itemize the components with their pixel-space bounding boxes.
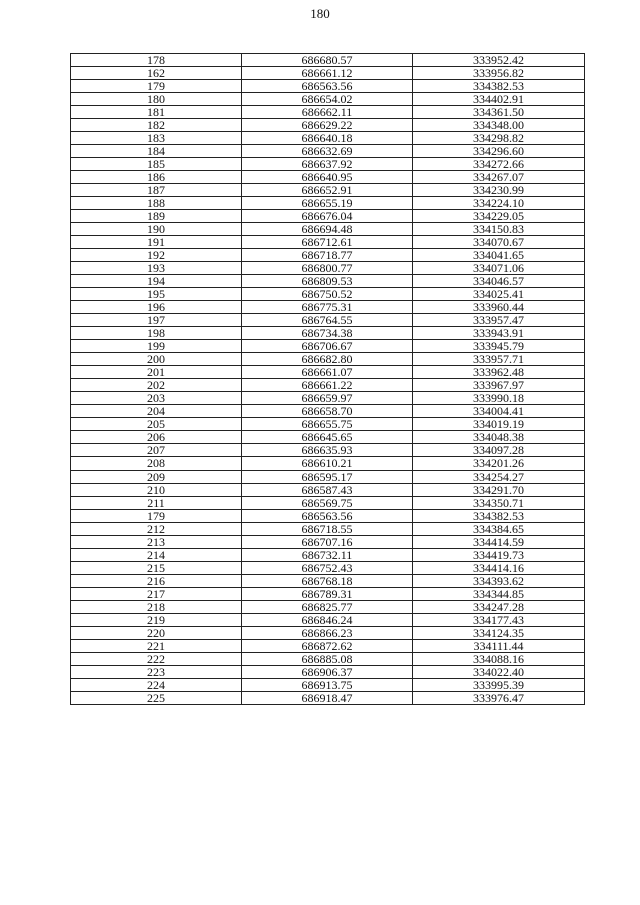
- point-number-cell: 180: [71, 93, 242, 106]
- y-coordinate-cell: 334097.28: [413, 444, 585, 457]
- table-row: [71, 197, 585, 210]
- table-row: [71, 236, 585, 249]
- y-coordinate-cell: 333990.18: [413, 392, 585, 405]
- y-coordinate-cell: 334382.53: [413, 80, 585, 93]
- y-coordinate-cell: 334004.41: [413, 405, 585, 418]
- y-coordinate-cell: 334022.40: [413, 665, 585, 678]
- point-number-cell: 203: [71, 392, 242, 405]
- table-row: [71, 652, 585, 665]
- x-coordinate-cell: 686913.75: [242, 678, 413, 691]
- point-number-cell: 195: [71, 288, 242, 301]
- table-row: [71, 626, 585, 639]
- table-row: [71, 665, 585, 678]
- x-coordinate-cell: 686587.43: [242, 483, 413, 496]
- x-coordinate-cell: 686750.52: [242, 288, 413, 301]
- point-number-cell: 220: [71, 626, 242, 639]
- table-row: [71, 548, 585, 561]
- x-coordinate-cell: 686718.77: [242, 249, 413, 262]
- table-row: [71, 262, 585, 275]
- y-coordinate-cell: 334414.16: [413, 561, 585, 574]
- y-coordinate-cell: 334298.82: [413, 132, 585, 145]
- table-row: [71, 184, 585, 197]
- table-row: [71, 418, 585, 431]
- x-coordinate-cell: 686734.38: [242, 327, 413, 340]
- x-coordinate-cell: 686595.17: [242, 470, 413, 483]
- x-coordinate-cell: 686658.70: [242, 405, 413, 418]
- table-row: [71, 639, 585, 652]
- y-coordinate-cell: 333957.71: [413, 353, 585, 366]
- point-number-cell: 198: [71, 327, 242, 340]
- y-coordinate-cell: 333957.47: [413, 314, 585, 327]
- y-coordinate-cell: 334393.62: [413, 574, 585, 587]
- x-coordinate-cell: 686662.11: [242, 106, 413, 119]
- point-number-cell: 183: [71, 132, 242, 145]
- x-coordinate-cell: 686682.80: [242, 353, 413, 366]
- x-coordinate-cell: 686694.48: [242, 223, 413, 236]
- y-coordinate-cell: 334348.00: [413, 119, 585, 132]
- table-row: [71, 54, 585, 67]
- table-row: [71, 587, 585, 600]
- point-number-cell: 190: [71, 223, 242, 236]
- x-coordinate-cell: 686645.65: [242, 431, 413, 444]
- point-number-cell: 218: [71, 600, 242, 613]
- point-number-cell: 199: [71, 340, 242, 353]
- y-coordinate-cell: 333945.79: [413, 340, 585, 353]
- point-number-cell: 193: [71, 262, 242, 275]
- x-coordinate-cell: 686661.12: [242, 67, 413, 80]
- y-coordinate-cell: 333976.47: [413, 691, 585, 704]
- x-coordinate-cell: 686569.75: [242, 496, 413, 509]
- y-coordinate-cell: 333943.91: [413, 327, 585, 340]
- x-coordinate-cell: 686661.07: [242, 366, 413, 379]
- x-coordinate-cell: 686732.11: [242, 548, 413, 561]
- x-coordinate-cell: 686635.93: [242, 444, 413, 457]
- y-coordinate-cell: 333967.97: [413, 379, 585, 392]
- table-row: [71, 80, 585, 93]
- y-coordinate-cell: 334088.16: [413, 652, 585, 665]
- table-row: [71, 457, 585, 470]
- y-coordinate-cell: 334224.10: [413, 197, 585, 210]
- y-coordinate-cell: 334402.91: [413, 93, 585, 106]
- x-coordinate-cell: 686610.21: [242, 457, 413, 470]
- table-row: [71, 691, 585, 704]
- x-coordinate-cell: 686906.37: [242, 665, 413, 678]
- x-coordinate-cell: 686652.91: [242, 184, 413, 197]
- table-row: [71, 444, 585, 457]
- y-coordinate-cell: 334344.85: [413, 587, 585, 600]
- y-coordinate-cell: 334361.50: [413, 106, 585, 119]
- table-row: [71, 379, 585, 392]
- point-number-cell: 162: [71, 67, 242, 80]
- table-row: [71, 613, 585, 626]
- x-coordinate-cell: 686640.18: [242, 132, 413, 145]
- point-number-cell: 189: [71, 210, 242, 223]
- point-number-cell: 224: [71, 678, 242, 691]
- table-row: [71, 301, 585, 314]
- y-coordinate-cell: 334419.73: [413, 548, 585, 561]
- x-coordinate-cell: 686764.55: [242, 314, 413, 327]
- x-coordinate-cell: 686676.04: [242, 210, 413, 223]
- y-coordinate-cell: 334350.71: [413, 496, 585, 509]
- y-coordinate-cell: 334291.70: [413, 483, 585, 496]
- y-coordinate-cell: 334025.41: [413, 288, 585, 301]
- point-number-cell: 206: [71, 431, 242, 444]
- point-number-cell: 192: [71, 249, 242, 262]
- point-number-cell: 196: [71, 301, 242, 314]
- point-number-cell: 212: [71, 522, 242, 535]
- y-coordinate-cell: 334048.38: [413, 431, 585, 444]
- x-coordinate-cell: 686718.55: [242, 522, 413, 535]
- table-row: [71, 678, 585, 691]
- x-coordinate-cell: 686707.16: [242, 535, 413, 548]
- x-coordinate-cell: 686640.95: [242, 171, 413, 184]
- y-coordinate-cell: 334046.57: [413, 275, 585, 288]
- point-number-cell: 211: [71, 496, 242, 509]
- point-number-cell: 209: [71, 470, 242, 483]
- table-row: [71, 119, 585, 132]
- x-coordinate-cell: 686846.24: [242, 613, 413, 626]
- table-row: [71, 210, 585, 223]
- table-row: [71, 392, 585, 405]
- x-coordinate-cell: 686800.77: [242, 262, 413, 275]
- x-coordinate-cell: 686775.31: [242, 301, 413, 314]
- x-coordinate-cell: 686661.22: [242, 379, 413, 392]
- point-number-cell: 208: [71, 457, 242, 470]
- table-row: [71, 340, 585, 353]
- y-coordinate-cell: 334019.19: [413, 418, 585, 431]
- x-coordinate-cell: 686706.67: [242, 340, 413, 353]
- y-coordinate-cell: 334254.27: [413, 470, 585, 483]
- x-coordinate-cell: 686918.47: [242, 691, 413, 704]
- y-coordinate-cell: 334230.99: [413, 184, 585, 197]
- point-number-cell: 221: [71, 639, 242, 652]
- point-number-cell: 223: [71, 665, 242, 678]
- point-number-cell: 216: [71, 574, 242, 587]
- point-number-cell: 191: [71, 236, 242, 249]
- table-row: [71, 145, 585, 158]
- x-coordinate-cell: 686712.61: [242, 236, 413, 249]
- y-coordinate-cell: 334414.59: [413, 535, 585, 548]
- table-row: [71, 574, 585, 587]
- point-number-cell: 185: [71, 158, 242, 171]
- point-number-cell: 197: [71, 314, 242, 327]
- table-row: [71, 353, 585, 366]
- x-coordinate-cell: 686680.57: [242, 54, 413, 67]
- x-coordinate-cell: 686563.56: [242, 509, 413, 522]
- table-row: [71, 509, 585, 522]
- x-coordinate-cell: 686637.92: [242, 158, 413, 171]
- x-coordinate-cell: 686872.62: [242, 639, 413, 652]
- point-number-cell: 204: [71, 405, 242, 418]
- table-row: [71, 223, 585, 236]
- x-coordinate-cell: 686768.18: [242, 574, 413, 587]
- y-coordinate-cell: 333960.44: [413, 301, 585, 314]
- point-number-cell: 215: [71, 561, 242, 574]
- y-coordinate-cell: 334150.83: [413, 223, 585, 236]
- y-coordinate-cell: 334384.65: [413, 522, 585, 535]
- point-number-cell: 219: [71, 613, 242, 626]
- point-number-cell: 201: [71, 366, 242, 379]
- y-coordinate-cell: 334272.66: [413, 158, 585, 171]
- table-row: [71, 327, 585, 340]
- x-coordinate-cell: 686632.69: [242, 145, 413, 158]
- table-row: [71, 366, 585, 379]
- x-coordinate-cell: 686809.53: [242, 275, 413, 288]
- table-row: [71, 431, 585, 444]
- point-number-cell: 188: [71, 197, 242, 210]
- point-number-cell: 205: [71, 418, 242, 431]
- point-number-cell: 217: [71, 587, 242, 600]
- y-coordinate-cell: 334177.43: [413, 613, 585, 626]
- point-number-cell: 225: [71, 691, 242, 704]
- x-coordinate-cell: 686655.19: [242, 197, 413, 210]
- table-row: [71, 496, 585, 509]
- point-number-cell: 186: [71, 171, 242, 184]
- table-row: [71, 158, 585, 171]
- y-coordinate-cell: 334111.44: [413, 639, 585, 652]
- point-number-cell: 184: [71, 145, 242, 158]
- point-number-cell: 182: [71, 119, 242, 132]
- point-number-cell: 214: [71, 548, 242, 561]
- y-coordinate-cell: 333995.39: [413, 678, 585, 691]
- table-row: [71, 171, 585, 184]
- x-coordinate-cell: 686752.43: [242, 561, 413, 574]
- y-coordinate-cell: 334070.67: [413, 236, 585, 249]
- y-coordinate-cell: 333956.82: [413, 67, 585, 80]
- point-number-cell: 179: [71, 80, 242, 93]
- point-number-cell: 200: [71, 353, 242, 366]
- y-coordinate-cell: 334041.65: [413, 249, 585, 262]
- y-coordinate-cell: 333952.42: [413, 54, 585, 67]
- x-coordinate-cell: 686655.75: [242, 418, 413, 431]
- y-coordinate-cell: 334247.28: [413, 600, 585, 613]
- table-row: [71, 106, 585, 119]
- x-coordinate-cell: 686789.31: [242, 587, 413, 600]
- y-coordinate-cell: 334296.60: [413, 145, 585, 158]
- coordinates-table: [70, 53, 585, 705]
- x-coordinate-cell: 686659.97: [242, 392, 413, 405]
- y-coordinate-cell: 334382.53: [413, 509, 585, 522]
- point-number-cell: 178: [71, 54, 242, 67]
- point-number-cell: 213: [71, 535, 242, 548]
- y-coordinate-cell: 334071.06: [413, 262, 585, 275]
- table-row: [71, 470, 585, 483]
- table-row: [71, 275, 585, 288]
- x-coordinate-cell: 686563.56: [242, 80, 413, 93]
- y-coordinate-cell: 334229.05: [413, 210, 585, 223]
- point-number-cell: 210: [71, 483, 242, 496]
- point-number-cell: 207: [71, 444, 242, 457]
- point-number-cell: 222: [71, 652, 242, 665]
- x-coordinate-cell: 686629.22: [242, 119, 413, 132]
- table-row: [71, 483, 585, 496]
- table-row: [71, 600, 585, 613]
- table-row: [71, 522, 585, 535]
- point-number-cell: 194: [71, 275, 242, 288]
- point-number-cell: 181: [71, 106, 242, 119]
- y-coordinate-cell: 334267.07: [413, 171, 585, 184]
- table-row: [71, 561, 585, 574]
- table-row: [71, 535, 585, 548]
- point-number-cell: 202: [71, 379, 242, 392]
- table-row: [71, 67, 585, 80]
- y-coordinate-cell: 334201.26: [413, 457, 585, 470]
- table-row: [71, 314, 585, 327]
- table-row: [71, 93, 585, 106]
- table-row: [71, 132, 585, 145]
- y-coordinate-cell: 334124.35: [413, 626, 585, 639]
- point-number-cell: 187: [71, 184, 242, 197]
- table-row: [71, 405, 585, 418]
- x-coordinate-cell: 686654.02: [242, 93, 413, 106]
- y-coordinate-cell: 333962.48: [413, 366, 585, 379]
- x-coordinate-cell: 686866.23: [242, 626, 413, 639]
- point-number-cell: 179: [71, 509, 242, 522]
- table-row: [71, 249, 585, 262]
- x-coordinate-cell: 686885.08: [242, 652, 413, 665]
- x-coordinate-cell: 686825.77: [242, 600, 413, 613]
- coordinates-table-body: [71, 54, 585, 705]
- table-row: [71, 288, 585, 301]
- page-number: 180: [310, 6, 330, 21]
